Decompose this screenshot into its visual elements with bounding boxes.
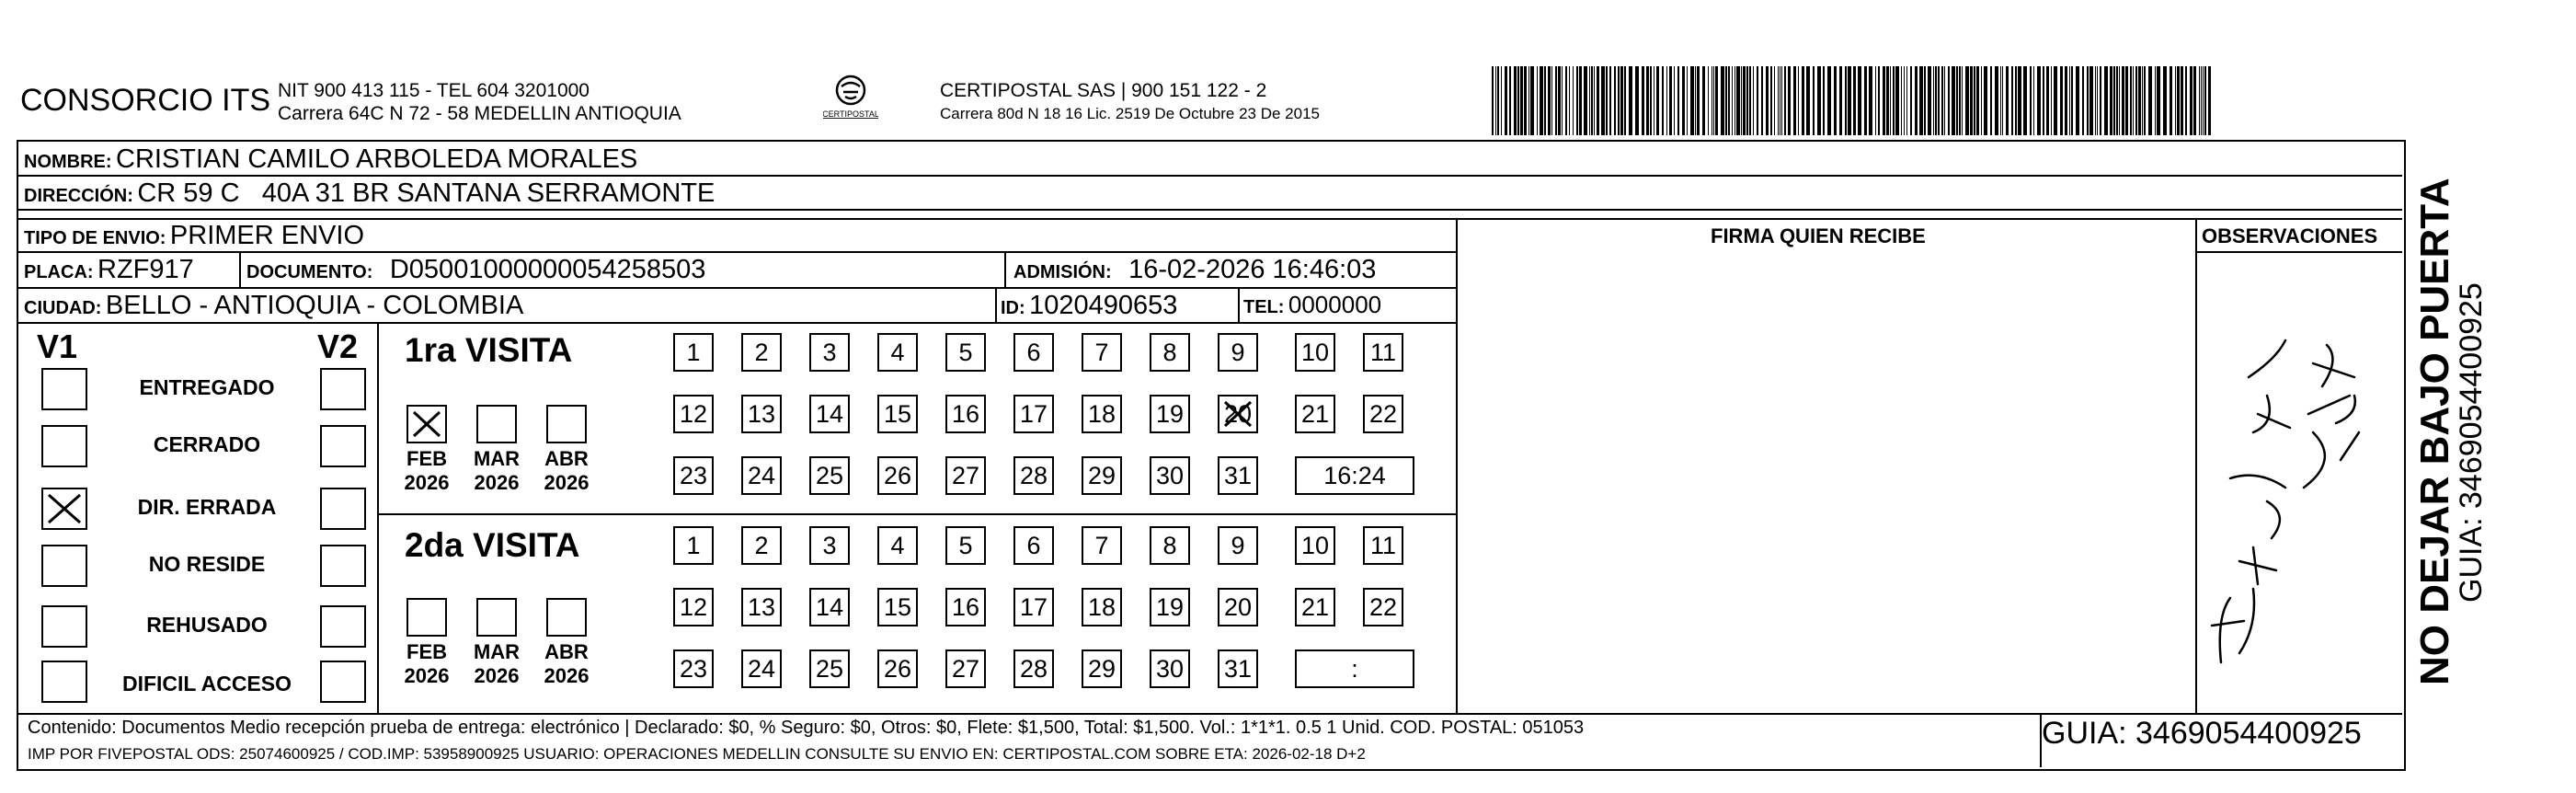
day-box[interactable]: 25 (809, 456, 850, 495)
v2-checkbox[interactable] (320, 661, 366, 703)
day-box[interactable]: 22 (1363, 588, 1403, 626)
first-visit-label: 1ra VISITA (405, 331, 573, 369)
barcode (1492, 66, 2218, 135)
day-box[interactable]: 24 (741, 456, 782, 495)
day-box[interactable]: 31 (1218, 456, 1258, 495)
day-box[interactable]: 28 (1013, 649, 1054, 688)
time-box[interactable]: : (1295, 649, 1414, 688)
observaciones-label: OBSERVACIONES (2202, 224, 2378, 247)
day-box[interactable]: 12 (673, 395, 714, 433)
day-box[interactable]: 14 (809, 588, 850, 626)
nombre-row (24, 144, 637, 175)
day-box[interactable]: 18 (1082, 588, 1122, 626)
day-box[interactable]: 19 (1150, 588, 1190, 626)
month-checkbox[interactable] (546, 405, 587, 443)
status-reason-label: NO RESIDE (148, 552, 266, 576)
day-box[interactable]: 26 (877, 456, 918, 495)
certipostal-line: CERTIPOSTAL SAS | 900 151 122 - 2 (940, 80, 1267, 101)
day-box[interactable]: 20 (1218, 588, 1258, 626)
day-box[interactable]: 16 (945, 395, 986, 433)
month-checkbox[interactable] (476, 598, 517, 637)
day-box[interactable]: 23 (673, 649, 714, 688)
certipostal-sub: Carrera 80d N 18 16 Lic. 2519 De Octubre 23 De 2015 (940, 105, 1320, 122)
status-reason-label: ENTREGADO (139, 375, 275, 399)
day-box[interactable]: 11 (1363, 526, 1403, 565)
day-box[interactable]: 30 (1150, 649, 1190, 688)
v2-checkbox[interactable] (320, 545, 366, 587)
v1-checkbox[interactable] (41, 425, 87, 467)
day-box[interactable]: 7 (1082, 333, 1122, 372)
company-contact (278, 79, 681, 125)
certipostal-logo-icon (823, 74, 878, 121)
v1-checkbox[interactable] (41, 605, 87, 648)
delivery-form-frame (17, 140, 2406, 771)
tel-label: TEL: (1243, 297, 1285, 317)
id-field (1001, 291, 1177, 321)
day-box[interactable]: 3 (809, 333, 850, 372)
day-box[interactable]: 21 (1295, 588, 1335, 626)
day-box[interactable]: 10 (1295, 333, 1335, 372)
day-box[interactable]: 15 (877, 588, 918, 626)
v1-label: V1 (37, 328, 78, 365)
ciudad-field (24, 291, 523, 321)
status-reason-label: CERRADO (153, 432, 261, 456)
day-box[interactable]: 17 (1013, 588, 1054, 626)
tipo-row (24, 221, 364, 251)
day-box[interactable]: 1 (673, 526, 714, 565)
day-box[interactable]: 23 (673, 456, 714, 495)
status-reason-label: REHUSADO (146, 613, 268, 637)
v2-checkbox[interactable] (320, 425, 366, 467)
logo-caption: CERTIPOSTAL (823, 109, 878, 119)
placa-value: RZF917 (97, 255, 194, 284)
day-box[interactable]: 16 (945, 588, 986, 626)
id-value: 1020490653 (1029, 291, 1178, 320)
v2-checkbox[interactable] (320, 368, 366, 410)
day-box[interactable]: 21 (1295, 395, 1335, 433)
tel-field (1243, 291, 1381, 319)
second-visit-label: 2da VISITA (405, 526, 580, 564)
day-box[interactable]: 9 (1218, 526, 1258, 565)
print-info: IMP POR FIVEPOSTAL ODS: 25074600925 / COD.IMP: 53958900925 USUARIO: OPERACIONES MEDELLIN CONSULTE SU ENVIO EN: CERTIPOSTAL.COM SOBRE ETA: 2026-02-18 D+2 (28, 745, 1366, 763)
day-box[interactable]: 29 (1082, 456, 1122, 495)
v2-checkbox[interactable] (320, 605, 366, 648)
day-box[interactable]: 5 (945, 333, 986, 372)
firma-label: FIRMA QUIEN RECIBE (1711, 224, 1926, 247)
documento-value: D05001000000054258503 (389, 255, 706, 284)
placa-field (24, 255, 194, 285)
ciudad-value: BELLO - ANTIOQUIA - COLOMBIA (105, 291, 524, 320)
month-label: FEB 2026 (404, 640, 450, 687)
v2-checkbox[interactable] (320, 488, 366, 530)
day-box[interactable]: 22 (1363, 395, 1403, 433)
status-reason-label: DIFICIL ACCESO (121, 672, 292, 695)
address-line: Carrera 64C N 72 - 58 MEDELLIN ANTIOQUIA (278, 103, 681, 124)
direccion-row (24, 178, 715, 209)
day-box[interactable]: 4 (877, 333, 918, 372)
certipostal-info (940, 79, 1320, 125)
month-label: MAR 2026 (473, 447, 521, 494)
month-label: ABR 2026 (544, 447, 590, 494)
tipo-value: PRIMER ENVIO (169, 221, 365, 250)
day-box[interactable]: 13 (741, 395, 782, 433)
id-label: ID: (1001, 298, 1025, 318)
content-summary: Contenido: Documentos Medio recepción prueba de entrega: electrónico | Declarado: $0, % Seguro: $0, Otros: $0, Flete: $1,500, Total: $1,500. Vol.: 1*1*1. 0.5 1 Unid. COD. POSTAL: 051053 (28, 718, 1585, 738)
day-box[interactable]: 27 (945, 649, 986, 688)
month-checkbox[interactable] (546, 598, 587, 637)
day-box[interactable]: 24 (741, 649, 782, 688)
day-box[interactable]: 29 (1082, 649, 1122, 688)
documento-label: DOCUMENTO: (246, 262, 373, 282)
day-box[interactable]: 8 (1150, 333, 1190, 372)
direccion-label: DIRECCIÓN: (24, 186, 133, 206)
day-box[interactable]: 2 (741, 526, 782, 565)
v2-label: V2 (317, 328, 359, 365)
side-guia: GUIA: 3469054400925 (2454, 282, 2489, 603)
day-box[interactable]: 10 (1295, 526, 1335, 565)
guia-number: GUIA: 3469054400925 (2042, 716, 2362, 751)
v1-checkbox[interactable] (41, 545, 87, 587)
day-box[interactable]: 2 (741, 333, 782, 372)
tel-value: 0000000 (1288, 291, 1382, 318)
v1-checkbox[interactable] (41, 661, 87, 703)
day-box[interactable]: 1 (673, 333, 714, 372)
day-box[interactable]: 14 (809, 395, 850, 433)
day-box[interactable]: 12 (673, 588, 714, 626)
day-box[interactable]: 25 (809, 649, 850, 688)
v1-checkbox[interactable] (41, 368, 87, 410)
status-reason-label: DIR. ERRADA (137, 495, 277, 519)
day-box[interactable]: 20 (1218, 395, 1258, 433)
handwritten-observation (2203, 322, 2368, 690)
day-box[interactable]: 18 (1082, 395, 1122, 433)
admision-label: ADMISIÓN: (1013, 262, 1112, 282)
day-box[interactable]: 3 (809, 526, 850, 565)
direccion-value: CR 59 C 40A 31 BR SANTANA SERRAMONTE (137, 178, 716, 208)
no-dejar-warning: NO DEJAR BAJO PUERTA (2412, 178, 2457, 685)
month-checkbox[interactable] (406, 598, 447, 637)
tipo-label: TIPO DE ENVIO: (24, 228, 166, 248)
day-box[interactable]: 13 (741, 588, 782, 626)
day-box[interactable]: 11 (1363, 333, 1403, 372)
month-checkbox[interactable] (476, 405, 517, 443)
day-box[interactable]: 8 (1150, 526, 1190, 565)
day-box[interactable]: 27 (945, 456, 986, 495)
v1-checkbox[interactable] (41, 488, 87, 530)
month-checkbox[interactable] (406, 405, 447, 443)
day-box[interactable]: 15 (877, 395, 918, 433)
nombre-label: NOMBRE: (24, 152, 112, 172)
day-box[interactable]: 31 (1218, 649, 1258, 688)
day-box[interactable]: 28 (1013, 456, 1054, 495)
month-label: MAR 2026 (473, 640, 521, 687)
time-box[interactable]: 16:24 (1295, 456, 1414, 495)
day-box[interactable]: 9 (1218, 333, 1258, 372)
documento-field (246, 255, 705, 285)
day-box[interactable]: 26 (877, 649, 918, 688)
day-box[interactable]: 6 (1013, 333, 1054, 372)
admision-value: 16-02-2026 16:46:03 (1128, 255, 1377, 284)
day-box[interactable]: 7 (1082, 526, 1122, 565)
day-box[interactable]: 4 (877, 526, 918, 565)
nit-line: NIT 900 413 115 - TEL 604 3201000 (278, 80, 590, 101)
placa-label: PLACA: (24, 262, 94, 282)
company-name: CONSORCIO ITS (20, 83, 271, 118)
day-box[interactable]: 5 (945, 526, 986, 565)
day-box[interactable]: 17 (1013, 395, 1054, 433)
admision-field (1013, 255, 1376, 285)
month-label: ABR 2026 (544, 640, 590, 687)
day-box[interactable]: 6 (1013, 526, 1054, 565)
ciudad-label: CIUDAD: (24, 298, 102, 318)
nombre-value: CRISTIAN CAMILO ARBOLEDA MORALES (116, 144, 638, 174)
day-box[interactable]: 30 (1150, 456, 1190, 495)
day-box[interactable]: 19 (1150, 395, 1190, 433)
month-label: FEB 2026 (404, 447, 450, 494)
